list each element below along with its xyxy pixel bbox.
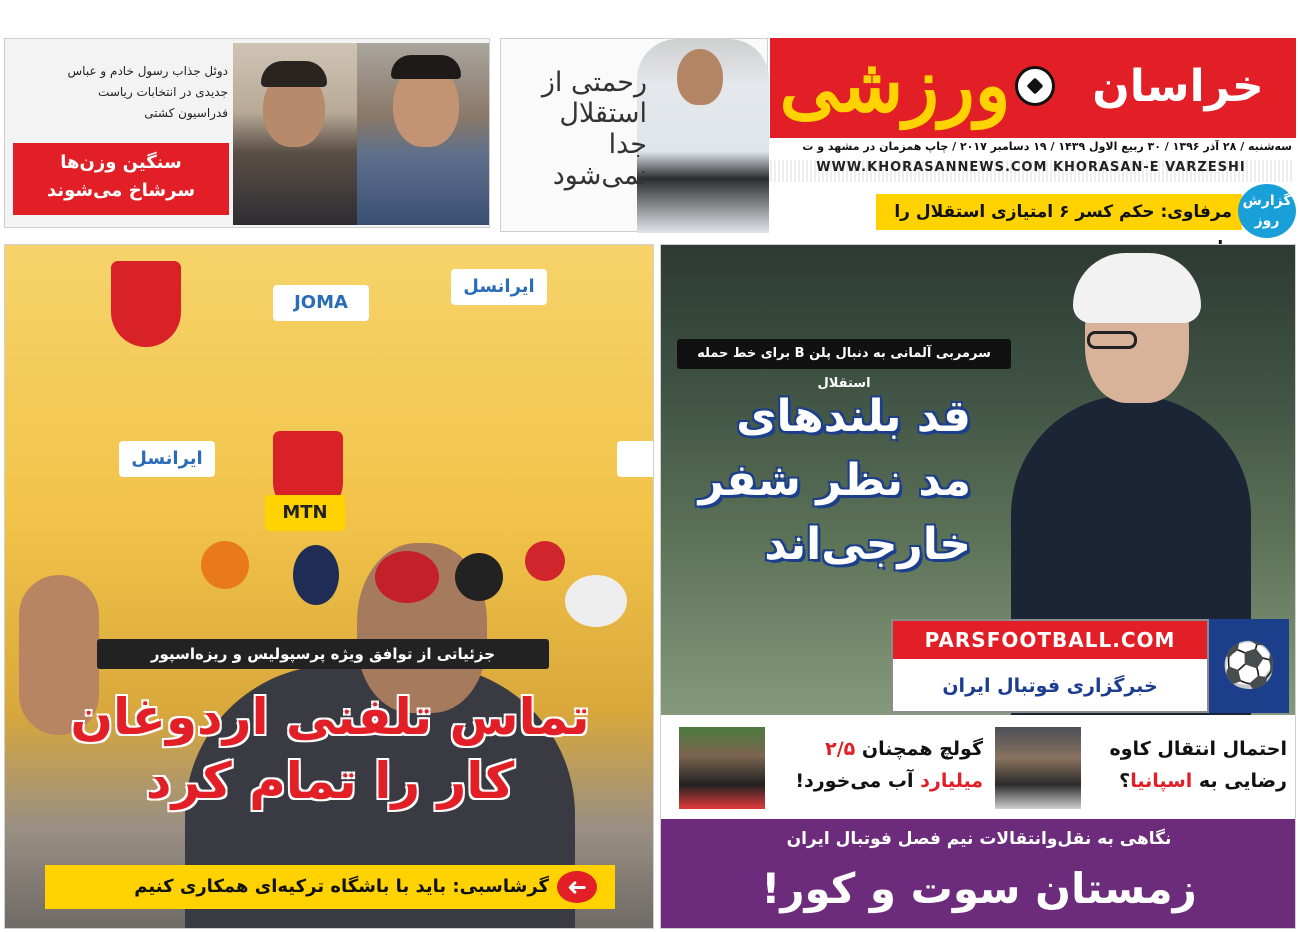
wrestling-teaser-box[interactable]: [4, 38, 490, 228]
arrow-left-icon[interactable]: ➜: [557, 871, 597, 903]
daily-report-badge: گزارش روز: [1238, 184, 1296, 238]
transfers-banner[interactable]: [661, 819, 1296, 929]
sponsor-irancell-logo: ایرانسل: [119, 441, 215, 477]
story-text: [1087, 733, 1287, 797]
microphone-icon: [455, 553, 503, 601]
story-line: گولچ همچنان ۲/۵: [825, 738, 983, 760]
sponsor-irancell-logo: [617, 441, 654, 477]
microphone-icon: [525, 541, 565, 581]
daily-report-headline[interactable]: مرفاوی: حکم کسر ۶ امتیازی استقلال را: [876, 194, 1242, 230]
headline-line: کار را تمام کرد: [145, 752, 515, 810]
highlight-number: ۲/۵: [825, 738, 856, 760]
headline-line: خارجی‌اند: [764, 519, 971, 570]
sponsor-mtn-logo: MTN: [265, 495, 345, 531]
headline-line: قد بلندهای: [736, 391, 971, 442]
right-story-headline[interactable]: [671, 385, 971, 577]
teaser-line: فدراسیون کشتی: [144, 106, 228, 120]
wrestling-teaser-text: [13, 61, 228, 124]
rahmati-teaser-text: [542, 67, 647, 191]
right-story-subheading: سرمربی آلمانی به دنبال پلن B برای خط حمله استقلال: [677, 339, 1011, 369]
candidate-photo-1: [233, 43, 357, 225]
teaser-line: نمی‌شود: [552, 160, 647, 191]
transfers-headline: زمستان سوت و کور!: [761, 864, 1197, 913]
microphone-icon: [293, 545, 339, 605]
headline-line: تماس تلفنی اردوغان: [70, 688, 590, 746]
microphone-icon: [565, 575, 627, 627]
headline-line: سرشاخ می‌شوند: [46, 180, 196, 201]
story-line: رضایی به اسپانیا؟: [1119, 770, 1287, 792]
goalkeeper-photo: [637, 39, 769, 233]
rahmati-teaser-box[interactable]: [500, 38, 768, 232]
microphone-icon: [201, 541, 249, 589]
club-crest-icon: [111, 261, 181, 347]
story-golch[interactable]: [675, 721, 987, 815]
right-main-story[interactable]: [660, 244, 1296, 929]
sponsor-joma-logo: JOMA: [273, 285, 369, 321]
left-main-story[interactable]: [4, 244, 654, 929]
masthead: [500, 38, 1296, 232]
left-story-quote-bar[interactable]: گرشاسبی: باید با باشگاه ترکیه‌ای همکاری کنیم: [45, 865, 615, 909]
story-line: میلیارد آب می‌خورد!: [795, 770, 983, 792]
parsfootball-badge[interactable]: [891, 619, 1209, 713]
coach-hair: [1073, 253, 1201, 323]
story-kaveh-rezaei[interactable]: [991, 721, 1291, 815]
headline-line: سنگین وزن‌ها: [60, 152, 182, 173]
parsfootball-name: خبرگزاری فوتبال ایران: [942, 675, 1158, 697]
teaser-line: جدیدی در انتخابات ریاست: [98, 85, 228, 99]
press-conference-photo: [5, 245, 654, 929]
transfers-subheading: نگاهی به نقل‌وانتقالات نیم فصل فوتبال ایران: [786, 829, 1172, 849]
golch-photo: [679, 727, 765, 809]
teaser-line: استقلال: [559, 98, 647, 129]
candidate-photo-2: [357, 43, 489, 225]
kaveh-rezaei-photo: [995, 727, 1081, 809]
highlight-word: اسپانیا: [1130, 770, 1193, 792]
highlight-word: میلیارد: [920, 770, 983, 792]
left-story-headline[interactable]: [25, 685, 635, 813]
sponsor-irancell-logo: ایرانسل: [451, 269, 547, 305]
football-icon: [1015, 66, 1055, 106]
wrestling-teaser-headline: [13, 143, 229, 215]
glasses-icon: [1087, 331, 1137, 349]
website-line[interactable]: WWW.KHORASANNEWS.COM KHORASAN-E VARZESHI: [770, 160, 1292, 182]
left-story-subheading: جزئیاتی از توافق ویژه پرسپولیس و ریزه‌اسپور: [97, 639, 549, 669]
parsfootball-url: PARSFOOTBALL.COM: [893, 621, 1207, 659]
logo-khorasan: خراسان: [1092, 61, 1264, 112]
teaser-line: دوئل جذاب رسول خادم و عباس: [67, 64, 228, 78]
dateline: سه‌شنبه / ۲۸ آذر ۱۳۹۶ / ۳۰ ربیع الاول ۱۴۳۹ / ۱۹ دسامبر ۲۰۱۷ / چاپ همزمان در مشهد و ت: [802, 140, 1292, 153]
teaser-line: رحمتی از: [541, 67, 647, 98]
story-text: [775, 733, 983, 797]
teaser-line: جدا: [608, 129, 647, 160]
headline-line: مد نظر شفر: [698, 455, 971, 506]
footballer-icon: ⚽: [1209, 619, 1289, 713]
logo-varzeshi: ورزشی: [779, 43, 1011, 129]
story-line: احتمال انتقال کاوه: [1109, 738, 1287, 760]
microphone-icon: [375, 551, 439, 603]
